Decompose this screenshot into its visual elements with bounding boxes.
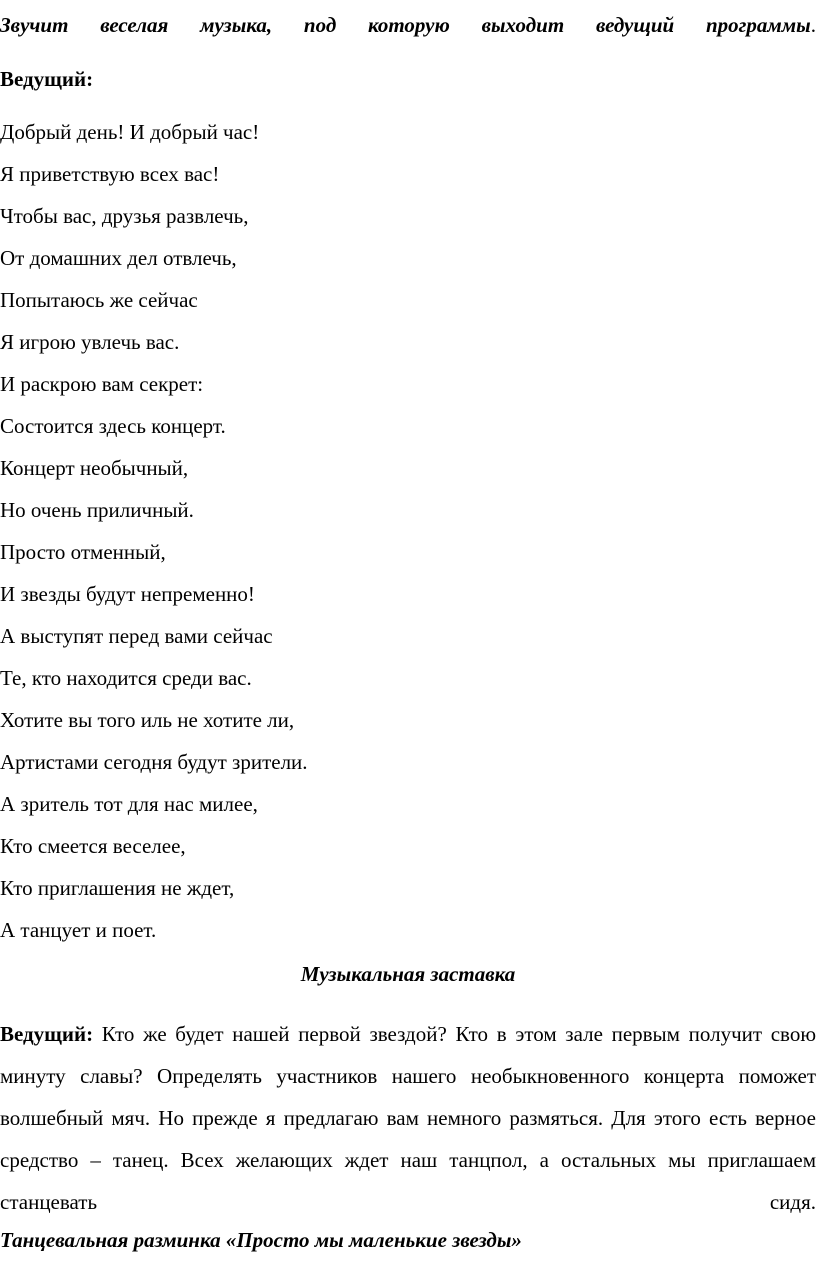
host-paragraph (0, 1013, 816, 1223)
paragraph-text: Кто же будет нашей первой звездой? Кто в этом зале первым получит свою минуту славы? Определять участников нашего необыкновенного концерта поможет волшебный мяч. Но прежде я предлагаю вам немного размяться. Для этого есть верное средство – танец. Всех желающих ждет наш танцпол, а остальных мы приглашаем станцевать сидя. (0, 1022, 816, 1214)
host-label: Ведущий: (0, 67, 94, 91)
host-poem (0, 115, 816, 955)
poem-line: От домашних дел отвлечь, (0, 246, 237, 270)
paragraph-host-label: Ведущий: (0, 1022, 94, 1046)
poem-line: Кто приглашения не ждет, (0, 876, 235, 900)
poem-line: А танцует и поет. (0, 918, 157, 942)
poem-line: А зритель тот для нас милее, (0, 792, 258, 816)
poem-line: И раскрою вам секрет: (0, 372, 204, 396)
poem-line: Добрый день! И добрый час! (0, 120, 260, 144)
stage-direction-period: . (810, 13, 816, 37)
poem-line: Я игрою увлечь вас. (0, 330, 180, 354)
poem-line: А выступят перед вами сейчас (0, 624, 273, 648)
section-heading-interlude: Музыкальная заставка (300, 962, 516, 986)
poem-line: Те, кто находится среди вас. (0, 666, 252, 690)
poem-line: Кто смеется веселее, (0, 834, 186, 858)
stage-direction-text: Звучит веселая музыка, под которую выходит ведущий программы (0, 13, 811, 37)
poem-line: Хотите вы того иль не хотите ли, (0, 708, 295, 732)
poem-line: Попытаюсь же сейчас (0, 288, 198, 312)
poem-line: Чтобы вас, друзья развлечь, (0, 204, 249, 228)
poem-line: Но очень приличный. (0, 498, 194, 522)
poem-line: Я приветствую всех вас! (0, 162, 220, 186)
poem-line: Состоится здесь концерт. (0, 414, 226, 438)
stage-direction-intro (0, 10, 816, 40)
poem-line: И звезды будут непременно! (0, 582, 255, 606)
section-heading-warmup: Танцевальная разминка «Просто мы маленькие звезды» (0, 1228, 522, 1252)
poem-line: Концерт необычный, (0, 456, 189, 480)
poem-line: Просто отменный, (0, 540, 166, 564)
poem-line: Артистами сегодня будут зрители. (0, 750, 308, 774)
